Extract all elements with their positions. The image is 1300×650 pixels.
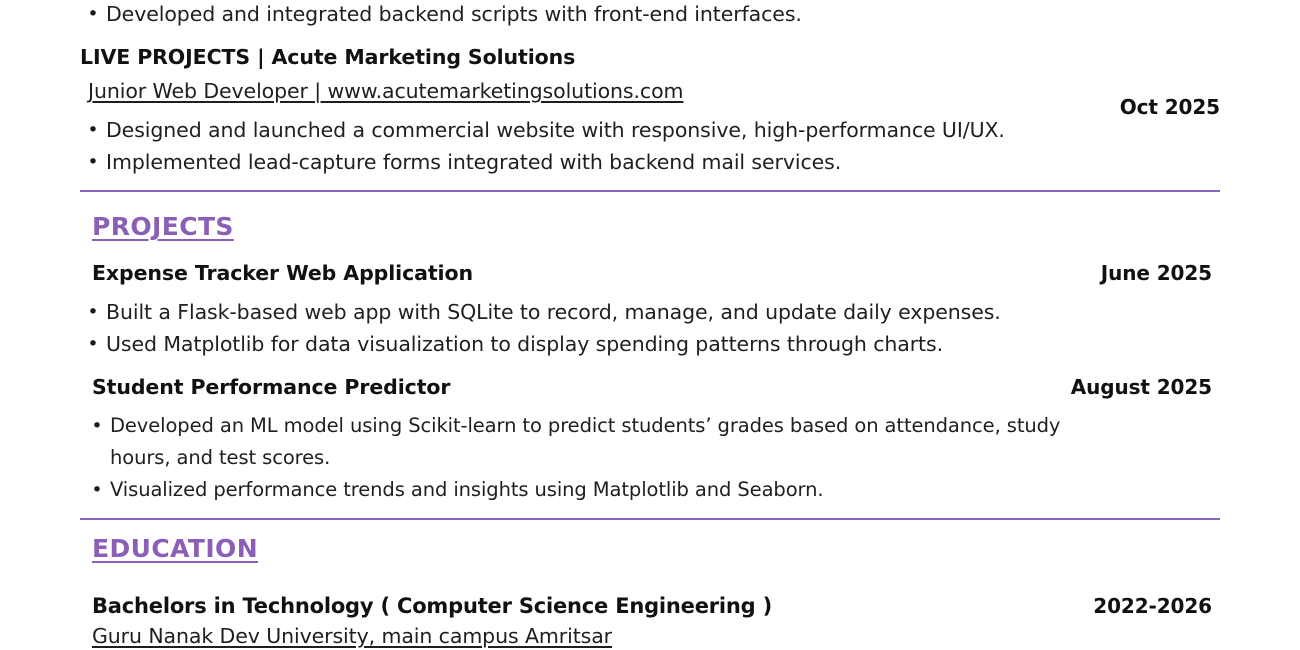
experience-bullet-text: Developed and integrated backend scripts with front-end interfaces. <box>106 2 802 26</box>
education-section-heading <box>92 534 1220 563</box>
list-item <box>84 474 1120 506</box>
live-projects-header <box>80 42 1220 72</box>
section-divider-projects <box>80 190 1220 192</box>
live-projects-role-row <box>80 76 1220 119</box>
projects-section-heading <box>92 212 1220 241</box>
project-1-bullet-2: Used Matplotlib for data visualization to display spending patterns through charts. <box>106 332 943 356</box>
education-date: 2022-2026 <box>1093 594 1212 618</box>
live-projects-date: Oct 2025 <box>1119 95 1220 119</box>
list-item <box>84 410 1120 474</box>
section-divider-education <box>80 518 1220 520</box>
education-institution: Guru Nanak Dev University, main campus Amritsar <box>92 624 613 648</box>
project-2-bullet-2: Visualized performance trends and insights using Matplotlib and Seaborn. <box>110 478 824 501</box>
education-title: EDUCATION <box>92 534 259 563</box>
bullet-icon: • <box>87 3 99 25</box>
live-projects-role[interactable]: Junior Web Developer | www.acutemarketingsolutions.com <box>88 79 684 103</box>
list-item <box>80 296 1220 328</box>
live-projects-title: LIVE PROJECTS | Acute Marketing Solutions <box>80 45 576 69</box>
project-item-1 <box>92 261 1212 285</box>
projects-title: PROJECTS <box>92 212 234 241</box>
bullet-icon: • <box>87 333 99 355</box>
project-item-2 <box>92 375 1212 399</box>
bullet-icon: • <box>91 415 103 437</box>
education-institution-row <box>92 624 1220 648</box>
project-1-bullets <box>80 296 1220 360</box>
project-2-date: August 2025 <box>1070 375 1212 399</box>
experience-tail-bullet <box>80 0 1220 30</box>
project-1-date: June 2025 <box>1100 261 1212 285</box>
project-2-bullet-1: Developed an ML model using Scikit-learn to predict students’ grades based on attendance, study hours, and test scores. <box>110 414 1061 469</box>
live-project-bullet-2: Implemented lead-capture forms integrated with backend mail services. <box>106 150 842 174</box>
education-degree-row <box>92 594 1212 618</box>
list-item <box>80 328 1220 360</box>
live-project-bullet-1: Designed and launched a commercial website with responsive, high-performance UI/UX. <box>106 118 1005 142</box>
project-1-bullet-1: Built a Flask-based web app with SQLite to record, manage, and update daily expenses. <box>106 300 1001 324</box>
project-1-title: Expense Tracker Web Application <box>92 261 473 285</box>
bullet-icon: • <box>87 119 99 141</box>
list-item <box>80 146 1220 178</box>
project-2-bullets <box>84 410 1120 506</box>
bullet-icon: • <box>87 301 99 323</box>
project-2-title: Student Performance Predictor <box>92 375 451 399</box>
list-item <box>80 114 1220 146</box>
live-projects-bullets <box>80 114 1220 178</box>
bullet-icon: • <box>91 479 103 501</box>
bullet-icon: • <box>87 151 99 173</box>
education-degree: Bachelors in Technology ( Computer Science Engineering ) <box>92 594 773 618</box>
